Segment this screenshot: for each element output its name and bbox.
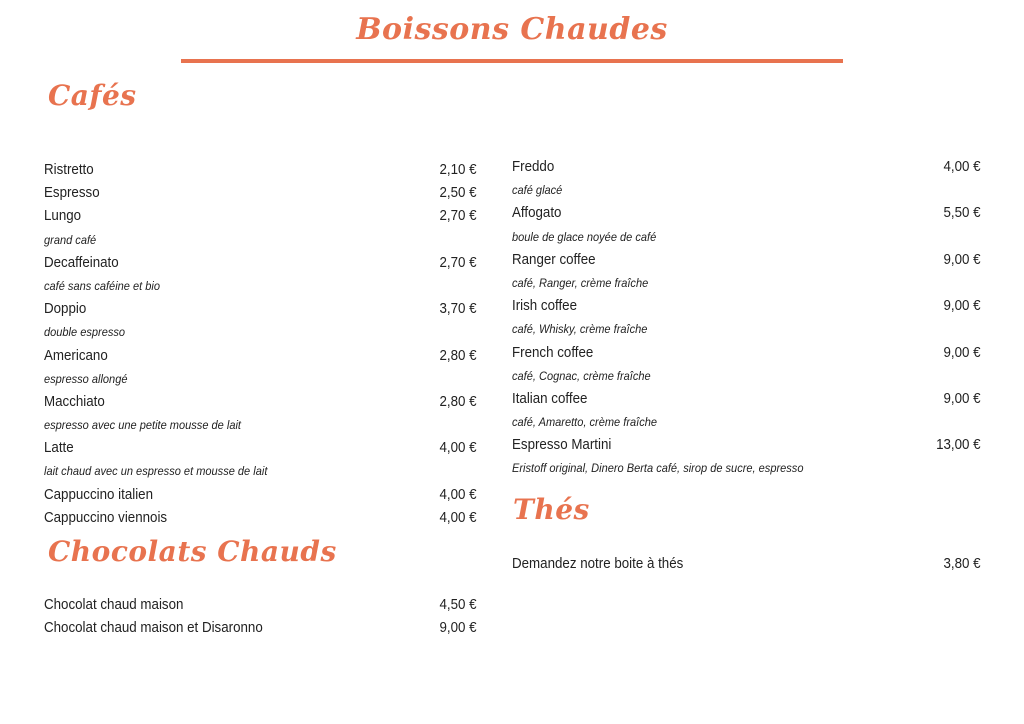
menu-item (44, 205, 477, 251)
menu-item (512, 295, 981, 341)
menu-item-row (512, 553, 981, 576)
menu-item-name: Chocolat chaud maison et Disaronno (44, 620, 263, 637)
menu-item-description: café, Ranger, crème fraîche (512, 275, 649, 290)
menu-item-price: 2,10 € (439, 162, 477, 178)
menu-item-price: 2,70 € (439, 208, 477, 225)
menu-item-row (44, 617, 477, 640)
menu-item-name: French coffee (512, 344, 594, 361)
menu-item-name: Ranger coffee (512, 251, 596, 268)
menu-item-price: 9,00 € (943, 344, 981, 361)
menu-item-description: café, Cognac, crème fraîche (512, 368, 651, 383)
menu-item-price: 9,00 € (439, 620, 477, 637)
menu-item (44, 437, 477, 483)
cafes-list-left (44, 159, 477, 530)
menu-item (44, 617, 477, 640)
menu-item-row (44, 205, 477, 228)
menu-item-price: 4,00 € (439, 486, 477, 503)
menu-item-name: Ristretto (44, 162, 94, 178)
menu-item (512, 156, 981, 202)
menu-item-price: 2,80 € (439, 393, 477, 410)
menu-item-name: Americano (44, 347, 108, 364)
menu-item-name: Cappuccino italien (44, 486, 154, 503)
menu-item (512, 249, 981, 295)
title-divider (181, 59, 843, 63)
menu-item-description: boule de glace noyée de café (512, 229, 657, 244)
menu-item (44, 345, 477, 391)
menu-item-row (512, 202, 981, 225)
menu-item-row (512, 388, 981, 411)
menu-item-name: Latte (44, 440, 74, 457)
menu-item-row (512, 342, 981, 365)
menu-item (44, 594, 477, 617)
menu-item-name: Cappuccino viennois (44, 509, 168, 526)
menu-item-price: 3,70 € (439, 301, 477, 318)
menu-item-row (44, 252, 477, 275)
menu-item-row (44, 159, 477, 182)
menu-item-price: 4,00 € (943, 159, 981, 175)
menu-item (44, 182, 477, 205)
menu-item (512, 388, 981, 434)
menu-item-name: Chocolat chaud maison (44, 597, 184, 613)
section-title-cafes: Cafés (48, 79, 137, 112)
menu-item (512, 434, 981, 480)
menu-item-description: espresso avec une petite mousse de lait (44, 418, 241, 433)
page-title: Boissons Chaudes (356, 12, 668, 47)
menu-item-row (44, 594, 477, 617)
menu-item-name: Lungo (44, 208, 82, 225)
menu-item-row (512, 249, 981, 272)
menu-item-description: Eristoff original, Dinero Berta café, sirop de sucre, espresso (512, 461, 804, 476)
menu-item-description: café, Amaretto, crème fraîche (512, 415, 658, 430)
menu-item-row (44, 484, 477, 507)
menu-item (512, 342, 981, 388)
menu-item-price: 2,50 € (439, 185, 477, 202)
menu-item-row (44, 345, 477, 368)
menu-item-price: 4,00 € (439, 440, 477, 457)
menu-item (44, 507, 477, 530)
menu-item-price: 9,00 € (943, 298, 981, 315)
menu-item-description: café sans caféine et bio (44, 278, 161, 293)
menu-item-name: Decaffeinato (44, 254, 119, 271)
menu-item-name: Espresso Martini (512, 437, 612, 454)
menu-item-description: lait chaud avec un espresso et mousse de lait (44, 464, 268, 479)
menu-item-name: Demandez notre boite à thés (512, 556, 684, 572)
menu-item-price: 4,50 € (439, 597, 477, 613)
menu-item-row (44, 391, 477, 414)
cafes-list-right (512, 156, 981, 481)
menu-item-name: Macchiato (44, 393, 105, 410)
thes-list (512, 553, 981, 576)
menu-item-row (512, 156, 981, 179)
menu-item (512, 202, 981, 248)
section-title-chocolats: Chocolats Chauds (48, 535, 337, 568)
menu-item (44, 391, 477, 437)
menu-item-name: Italian coffee (512, 390, 588, 407)
menu-item-row (512, 295, 981, 318)
menu-item-name: Freddo (512, 159, 555, 175)
menu-item-row (512, 434, 981, 457)
menu-item-description: café glacé (512, 183, 563, 198)
menu-item-price: 3,80 € (943, 556, 981, 572)
menu-item-price: 5,50 € (943, 205, 981, 222)
section-title-thes: Thés (513, 493, 590, 526)
menu-item-name: Affogato (512, 205, 562, 222)
menu-item-description: double espresso (44, 325, 126, 340)
menu-item-description: espresso allongé (44, 371, 128, 386)
menu-item-row (44, 182, 477, 205)
chocolats-list (44, 594, 477, 640)
menu-item-price: 13,00 € (936, 437, 981, 454)
menu-item-description: grand café (44, 232, 97, 247)
menu-item (44, 484, 477, 507)
menu-item-price: 9,00 € (943, 390, 981, 407)
menu-item-row (44, 507, 477, 530)
menu-item-row (44, 437, 477, 460)
menu-item-row (44, 298, 477, 321)
menu-item-price: 2,70 € (439, 254, 477, 271)
menu-item (44, 298, 477, 344)
menu-item-price: 4,00 € (439, 509, 477, 526)
menu-item-price: 2,80 € (439, 347, 477, 364)
menu-item (44, 159, 477, 182)
menu-item (44, 252, 477, 298)
menu-item (512, 553, 981, 576)
menu-item-name: Doppio (44, 301, 87, 318)
menu-item-description: café, Whisky, crème fraîche (512, 322, 648, 337)
menu-item-name: Irish coffee (512, 298, 578, 315)
menu-item-name: Espresso (44, 185, 100, 202)
menu-item-price: 9,00 € (943, 251, 981, 268)
